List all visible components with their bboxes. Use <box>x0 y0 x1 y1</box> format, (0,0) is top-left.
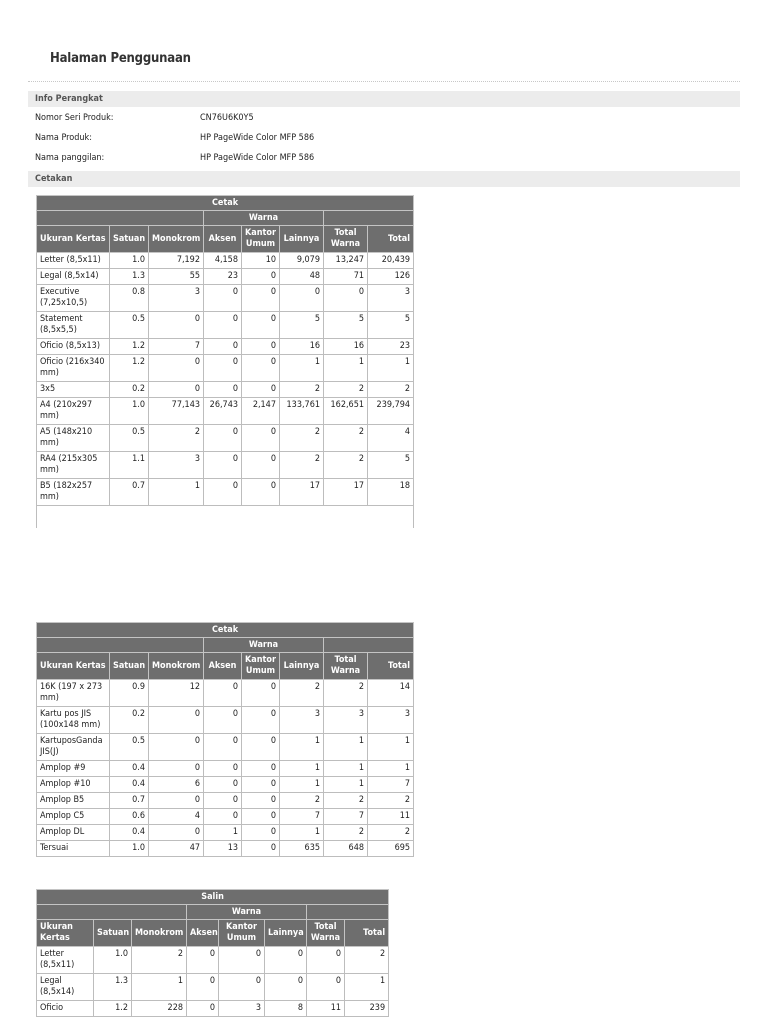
table-row <box>37 809 414 825</box>
header-color-group: Warna <box>204 211 324 226</box>
count-cell: 0 <box>204 680 242 707</box>
count-cell: 0 <box>204 339 242 355</box>
count-cell: 1 <box>280 355 324 382</box>
count-cell: 0 <box>204 793 242 809</box>
count-cell: 18 <box>368 479 414 506</box>
table-caption: Cetak <box>37 196 414 211</box>
count-cell: 3 <box>149 285 204 312</box>
header-accent: Aksen <box>204 226 242 253</box>
count-cell: 17 <box>280 479 324 506</box>
count-cell: 7 <box>149 339 204 355</box>
header-total: Total <box>368 653 414 680</box>
count-cell: 1 <box>280 734 324 761</box>
count-cell: 2 <box>368 825 414 841</box>
count-cell: 14 <box>368 680 414 707</box>
count-cell: 5 <box>368 312 414 339</box>
count-cell: 2 <box>280 793 324 809</box>
count-cell: 2 <box>324 382 368 398</box>
paper-size-cell: Kartu pos JIS (100x148 mm) <box>37 707 110 734</box>
count-cell: 47 <box>149 841 204 857</box>
count-cell: 5 <box>368 452 414 479</box>
header-other: Lainnya <box>280 653 324 680</box>
header-total: Total <box>345 920 389 947</box>
info-value: CN76U6K0Y5 <box>200 113 254 123</box>
info-label: Nomor Seri Produk: <box>35 113 114 123</box>
count-cell: 162,651 <box>324 398 368 425</box>
count-cell: 2 <box>368 793 414 809</box>
paper-size-cell: Oficio (8,5x13) <box>37 339 110 355</box>
count-cell: 0 <box>149 382 204 398</box>
count-cell: 1 <box>345 974 389 1001</box>
count-cell: 0 <box>242 312 280 339</box>
table-caption: Cetak <box>37 623 414 638</box>
table-row <box>37 269 414 285</box>
count-cell: 0.4 <box>110 777 149 793</box>
count-cell: 0.7 <box>110 793 149 809</box>
paper-size-cell: Legal (8,5x14) <box>37 974 94 1001</box>
info-label: Nama Produk: <box>35 133 92 143</box>
count-cell: 1 <box>324 355 368 382</box>
count-cell: 0 <box>149 761 204 777</box>
info-value: HP PageWide Color MFP 586 <box>200 153 315 163</box>
count-cell: 0 <box>242 793 280 809</box>
count-cell: 0 <box>242 680 280 707</box>
table-row <box>37 253 414 269</box>
count-cell: 0 <box>242 269 280 285</box>
count-cell: 3 <box>368 707 414 734</box>
count-cell: 648 <box>324 841 368 857</box>
header-spacer <box>324 211 414 226</box>
paper-size-cell: Amplop DL <box>37 825 110 841</box>
count-cell: 0 <box>204 355 242 382</box>
table-row <box>37 777 414 793</box>
count-cell: 3 <box>149 452 204 479</box>
count-cell: 7,192 <box>149 253 204 269</box>
count-cell: 7 <box>324 809 368 825</box>
count-cell: 1.3 <box>94 974 132 1001</box>
count-cell: 1.0 <box>94 947 132 974</box>
header-spacer <box>307 905 389 920</box>
count-cell: 4,158 <box>204 253 242 269</box>
count-cell: 0.6 <box>110 809 149 825</box>
count-cell: 0 <box>242 425 280 452</box>
count-cell: 0 <box>280 285 324 312</box>
paper-size-cell: Tersuai <box>37 841 110 857</box>
count-cell: 13 <box>204 841 242 857</box>
count-cell: 8 <box>265 1001 307 1017</box>
count-cell: 9,079 <box>280 253 324 269</box>
header-accent: Aksen <box>187 920 219 947</box>
count-cell: 2 <box>324 425 368 452</box>
paper-size-cell: A4 (210x297 mm) <box>37 398 110 425</box>
count-cell: 0.5 <box>110 734 149 761</box>
count-cell: 3 <box>219 1001 265 1017</box>
count-cell: 635 <box>280 841 324 857</box>
count-cell: 0 <box>204 777 242 793</box>
count-cell: 0 <box>187 1001 219 1017</box>
count-cell: 2,147 <box>242 398 280 425</box>
count-cell: 1 <box>149 479 204 506</box>
header-total-color: Total Warna <box>307 920 345 947</box>
count-cell: 0 <box>219 974 265 1001</box>
paper-size-cell: 3x5 <box>37 382 110 398</box>
count-cell: 0.2 <box>110 382 149 398</box>
paper-size-cell: Legal (8,5x14) <box>37 269 110 285</box>
header-total-color: Total Warna <box>324 226 368 253</box>
count-cell: 0 <box>242 761 280 777</box>
count-cell: 0 <box>242 777 280 793</box>
usage-table-print-2 <box>36 622 414 857</box>
count-cell: 3 <box>280 707 324 734</box>
count-cell: 0 <box>149 312 204 339</box>
count-cell: 0 <box>265 974 307 1001</box>
paper-size-cell: RA4 (215x305 mm) <box>37 452 110 479</box>
count-cell: 1 <box>280 825 324 841</box>
count-cell: 0 <box>242 285 280 312</box>
paper-size-cell: A5 (148x210 mm) <box>37 425 110 452</box>
count-cell: 0 <box>149 793 204 809</box>
paper-size-cell: Amplop #9 <box>37 761 110 777</box>
table-row <box>37 680 414 707</box>
count-cell: 0 <box>242 355 280 382</box>
count-cell: 1 <box>204 825 242 841</box>
count-cell: 1 <box>280 761 324 777</box>
count-cell: 0 <box>242 734 280 761</box>
table-row <box>37 339 414 355</box>
table-row <box>37 285 414 312</box>
count-cell: 16 <box>280 339 324 355</box>
header-unit: Satuan <box>110 653 149 680</box>
count-cell: 0 <box>187 947 219 974</box>
count-cell: 239,794 <box>368 398 414 425</box>
count-cell: 0 <box>204 809 242 825</box>
count-cell: 2 <box>324 680 368 707</box>
count-cell: 0 <box>204 734 242 761</box>
count-cell: 3 <box>324 707 368 734</box>
count-cell: 0 <box>242 809 280 825</box>
paper-size-cell: KartuposGanda JIS(J) <box>37 734 110 761</box>
count-cell: 10 <box>242 253 280 269</box>
header-paper-size: Ukuran Kertas <box>37 920 94 947</box>
empty-cell <box>37 506 414 529</box>
table-row <box>37 947 389 974</box>
divider <box>28 81 740 82</box>
table-row <box>37 793 414 809</box>
header-office: Kantor Umum <box>242 653 280 680</box>
count-cell: 0 <box>149 355 204 382</box>
count-cell: 2 <box>324 825 368 841</box>
count-cell: 0 <box>307 947 345 974</box>
count-cell: 1.2 <box>94 1001 132 1017</box>
info-value: HP PageWide Color MFP 586 <box>200 133 315 143</box>
header-total: Total <box>368 226 414 253</box>
header-spacer <box>37 638 204 653</box>
header-unit: Satuan <box>94 920 132 947</box>
count-cell: 0 <box>242 707 280 734</box>
header-accent: Aksen <box>204 653 242 680</box>
count-cell: 2 <box>280 382 324 398</box>
paper-size-cell: Letter (8,5x11) <box>37 947 94 974</box>
count-cell: 239 <box>345 1001 389 1017</box>
usage-table-copy <box>36 889 389 1017</box>
count-cell: 0 <box>265 947 307 974</box>
count-cell: 1.2 <box>110 339 149 355</box>
header-other: Lainnya <box>280 226 324 253</box>
header-mono: Monokrom <box>149 653 204 680</box>
table-row <box>37 825 414 841</box>
count-cell: 4 <box>368 425 414 452</box>
header-unit: Satuan <box>110 226 149 253</box>
header-total-color: Total Warna <box>324 653 368 680</box>
section-prints: Cetakan <box>28 171 740 187</box>
count-cell: 71 <box>324 269 368 285</box>
paper-size-cell: Letter (8,5x11) <box>37 253 110 269</box>
header-color-group: Warna <box>204 638 324 653</box>
count-cell: 0.4 <box>110 761 149 777</box>
count-cell: 0.5 <box>110 312 149 339</box>
table-row <box>37 734 414 761</box>
count-cell: 2 <box>280 452 324 479</box>
count-cell: 3 <box>368 285 414 312</box>
count-cell: 6 <box>149 777 204 793</box>
count-cell: 0.7 <box>110 479 149 506</box>
count-cell: 0 <box>204 425 242 452</box>
count-cell: 0 <box>307 974 345 1001</box>
header-spacer <box>37 905 187 920</box>
count-cell: 1 <box>368 355 414 382</box>
count-cell: 1.1 <box>110 452 149 479</box>
count-cell: 1 <box>368 761 414 777</box>
count-cell: 126 <box>368 269 414 285</box>
count-cell: 1 <box>324 734 368 761</box>
count-cell: 17 <box>324 479 368 506</box>
count-cell: 0.4 <box>110 825 149 841</box>
count-cell: 0 <box>219 947 265 974</box>
count-cell: 0 <box>242 452 280 479</box>
count-cell: 13,247 <box>324 253 368 269</box>
count-cell: 16 <box>324 339 368 355</box>
paper-size-cell: Amplop C5 <box>37 809 110 825</box>
count-cell: 0.9 <box>110 680 149 707</box>
header-other: Lainnya <box>265 920 307 947</box>
count-cell: 1.3 <box>110 269 149 285</box>
count-cell: 1.2 <box>110 355 149 382</box>
count-cell: 133,761 <box>280 398 324 425</box>
count-cell: 1 <box>324 777 368 793</box>
count-cell: 0 <box>204 761 242 777</box>
header-paper-size: Ukuran Kertas <box>37 226 110 253</box>
header-mono: Monokrom <box>149 226 204 253</box>
count-cell: 55 <box>149 269 204 285</box>
count-cell: 77,143 <box>149 398 204 425</box>
count-cell: 48 <box>280 269 324 285</box>
header-color-group: Warna <box>187 905 307 920</box>
paper-size-cell: Amplop B5 <box>37 793 110 809</box>
count-cell: 0 <box>149 707 204 734</box>
usage-table-print-1 <box>36 195 414 528</box>
header-office: Kantor Umum <box>242 226 280 253</box>
count-cell: 0 <box>187 974 219 1001</box>
count-cell: 0 <box>204 707 242 734</box>
count-cell: 0 <box>149 825 204 841</box>
table-caption: Salin <box>37 890 389 905</box>
count-cell: 5 <box>324 312 368 339</box>
count-cell: 5 <box>280 312 324 339</box>
count-cell: 1.0 <box>110 398 149 425</box>
count-cell: 20,439 <box>368 253 414 269</box>
count-cell: 0 <box>204 479 242 506</box>
header-spacer <box>324 638 414 653</box>
count-cell: 23 <box>368 339 414 355</box>
count-cell: 11 <box>307 1001 345 1017</box>
count-cell: 0.2 <box>110 707 149 734</box>
page-title: Halaman Penggunaan <box>50 51 191 66</box>
count-cell: 1 <box>324 761 368 777</box>
paper-size-cell: Executive (7,25x10,5) <box>37 285 110 312</box>
table-row <box>37 841 414 857</box>
table-row <box>37 398 414 425</box>
paper-size-cell: Statement (8,5x5,5) <box>37 312 110 339</box>
count-cell: 0 <box>204 452 242 479</box>
table-row <box>37 974 389 1001</box>
count-cell: 2 <box>345 947 389 974</box>
count-cell: 1 <box>132 974 187 1001</box>
count-cell: 2 <box>368 382 414 398</box>
count-cell: 0 <box>242 339 280 355</box>
count-cell: 2 <box>324 452 368 479</box>
count-cell: 23 <box>204 269 242 285</box>
count-cell: 2 <box>280 680 324 707</box>
count-cell: 4 <box>149 809 204 825</box>
count-cell: 11 <box>368 809 414 825</box>
section-device-info: Info Perangkat <box>28 91 740 107</box>
count-cell: 0 <box>242 479 280 506</box>
count-cell: 7 <box>280 809 324 825</box>
paper-size-cell: Oficio (216x340 mm) <box>37 355 110 382</box>
paper-size-cell: Oficio <box>37 1001 94 1017</box>
count-cell: 2 <box>132 947 187 974</box>
header-spacer <box>37 211 204 226</box>
count-cell: 0 <box>242 841 280 857</box>
table-row <box>37 707 414 734</box>
table-row <box>37 312 414 339</box>
table-row <box>37 1001 389 1017</box>
table-row <box>37 479 414 506</box>
table-row <box>37 761 414 777</box>
info-label: Nama panggilan: <box>35 153 105 163</box>
count-cell: 2 <box>280 425 324 452</box>
header-mono: Monokrom <box>132 920 187 947</box>
table-row <box>37 355 414 382</box>
count-cell: 1.0 <box>110 253 149 269</box>
paper-size-cell: Amplop #10 <box>37 777 110 793</box>
count-cell: 1 <box>368 734 414 761</box>
table-row-empty <box>37 506 414 529</box>
count-cell: 26,743 <box>204 398 242 425</box>
count-cell: 228 <box>132 1001 187 1017</box>
count-cell: 12 <box>149 680 204 707</box>
paper-size-cell: B5 (182x257 mm) <box>37 479 110 506</box>
header-office: Kantor Umum <box>219 920 265 947</box>
count-cell: 0 <box>204 312 242 339</box>
count-cell: 7 <box>368 777 414 793</box>
count-cell: 695 <box>368 841 414 857</box>
count-cell: 1.0 <box>110 841 149 857</box>
paper-size-cell: 16K (197 x 273 mm) <box>37 680 110 707</box>
count-cell: 0 <box>324 285 368 312</box>
table-row <box>37 425 414 452</box>
count-cell: 1 <box>280 777 324 793</box>
count-cell: 0.8 <box>110 285 149 312</box>
count-cell: 0.5 <box>110 425 149 452</box>
header-paper-size: Ukuran Kertas <box>37 653 110 680</box>
count-cell: 0 <box>242 382 280 398</box>
count-cell: 2 <box>149 425 204 452</box>
count-cell: 0 <box>242 825 280 841</box>
count-cell: 0 <box>204 382 242 398</box>
count-cell: 2 <box>324 793 368 809</box>
table-row <box>37 452 414 479</box>
count-cell: 0 <box>204 285 242 312</box>
table-row <box>37 382 414 398</box>
count-cell: 0 <box>149 734 204 761</box>
